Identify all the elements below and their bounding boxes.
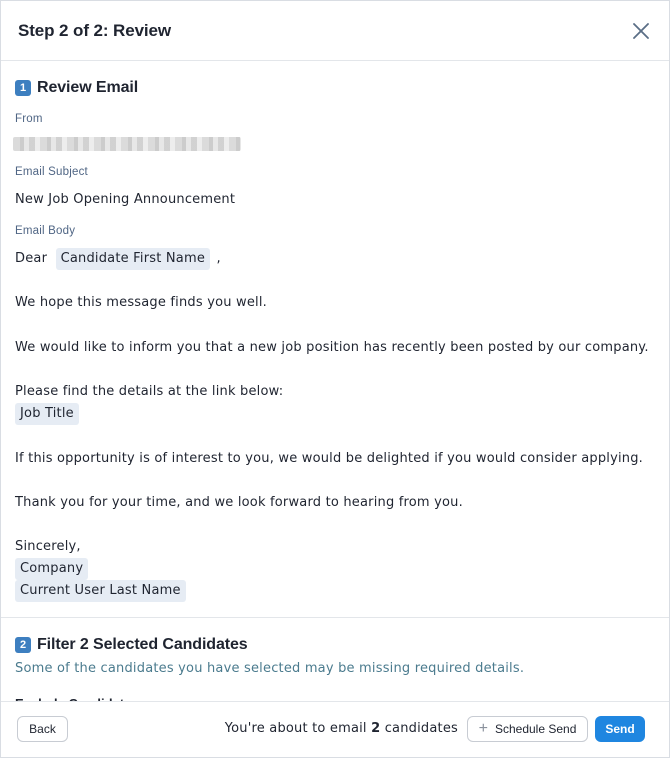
section-divider [1,617,669,618]
merge-field-job-title: Job Title [15,403,79,425]
body-paragraph-4: If this opportunity is of interest to you, we would be delighted if you would consider applying. [15,451,644,466]
send-button[interactable]: Send [595,716,645,742]
summary-prefix: You're about to email [224,721,367,736]
greeting-comma: , [216,251,221,266]
back-button[interactable]: Back [17,716,68,742]
body-paragraph-1: We hope this message finds you well. [15,295,267,310]
modal-title: Step 2 of 2: Review [18,21,172,40]
greeting-text: Dear [15,251,48,266]
modal-content [1,62,669,702]
body-paragraph-2: We would like to inform you that a new job position has recently been posted by our company. [15,340,649,355]
section-title: Review Email [37,79,139,96]
from-address-redacted [13,137,241,151]
closing-text: Sincerely, [15,539,81,554]
email-subject-label: Email Subject [15,166,88,178]
company-line [15,558,88,580]
modal-header [1,1,669,61]
candidate-count: 2 [371,721,381,736]
schedule-send-label: Schedule Send [494,722,577,736]
sender-name-line [15,580,186,602]
body-paragraph-5: Thank you for your time, and we look forward to hearing from you. [15,495,463,510]
job-title-line [15,403,79,425]
merge-field-company: Company [15,558,88,580]
summary-suffix: candidates [384,721,458,736]
plus-icon: + [478,720,488,737]
close-button[interactable] [627,17,655,45]
missing-details-warning: Some of the candidates you have selected may be missing required details. [15,661,525,676]
schedule-send-button[interactable] [467,716,588,742]
merge-field-current-user-last-name: Current User Last Name [15,580,186,602]
filter-candidates-section-header [15,636,248,654]
section-title: Filter 2 Selected Candidates [37,636,248,653]
from-label: From [15,113,43,125]
merge-field-candidate-first-name: Candidate First Name [56,248,210,270]
greeting-line [15,248,221,270]
step-number-badge: 1 [15,80,31,96]
recipient-summary [225,721,458,736]
modal-footer [1,701,669,757]
email-subject-value: New Job Opening Announcement [15,192,236,207]
email-body-label: Email Body [15,225,76,237]
body-paragraph-3: Please find the details at the link below: [15,384,284,399]
step-number-badge: 2 [15,637,31,653]
close-icon [627,17,655,45]
review-email-section-header [15,79,138,97]
